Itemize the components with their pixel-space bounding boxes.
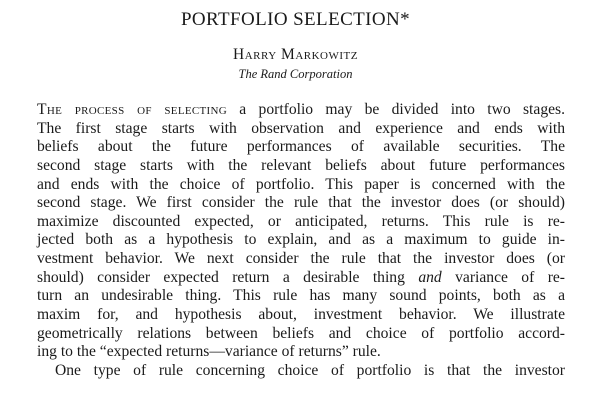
text-line-12: maxim for, and hypothesis about, investment behavior. We illustrate — [37, 306, 565, 324]
text-line-2: The first stage starts with observation and experience and ends with — [37, 119, 565, 137]
text-line-15: One type of rule concerning choice of portfolio is that the investor — [55, 361, 565, 379]
text-line-4: second stage starts with the relevant beliefs about future performances — [37, 156, 565, 174]
line10-part-b: variance of re- — [441, 268, 565, 286]
abstract-paragraph — [37, 101, 565, 381]
text-line-3: beliefs about the future performances of available securities. The — [37, 138, 565, 156]
text-line-11: turn an undesirable thing. This rule has many sound points, both as a — [37, 287, 565, 305]
text-line-1 — [37, 101, 565, 120]
line10-italic: and — [418, 268, 442, 286]
text-line-8: jected both as a hypothesis to explain, and as a maximum to guide in- — [37, 231, 565, 249]
text-line-13: geometrically relations between beliefs and choice of portfolio accord- — [37, 324, 565, 342]
text-line-10 — [37, 269, 565, 288]
text-line-9: vestment behavior. We next consider the rule that the investor does (or — [37, 250, 565, 268]
lead-smallcaps: The process of selecting — [37, 101, 227, 118]
author-affiliation: The Rand Corporation — [238, 67, 353, 81]
text-line-6: second stage. We first consider the rule that the investor does (or should) — [37, 194, 565, 212]
author-name: Harry Markowitz — [233, 46, 358, 63]
line10-part-a: should) consider expected return a desirable thing — [37, 268, 419, 286]
text-line-14: ing to the “expected returns—variance of returns” rule. — [37, 343, 381, 361]
paper-title: PORTFOLIO SELECTION* — [180, 9, 411, 30]
line1-rest: a portfolio may be divided into two stages. — [226, 101, 566, 118]
text-line-5: and ends with the choice of portfolio. This paper is concerned with the — [37, 175, 565, 193]
text-line-7: maximize discounted expected, or anticipated, returns. This rule is re- — [37, 212, 565, 230]
